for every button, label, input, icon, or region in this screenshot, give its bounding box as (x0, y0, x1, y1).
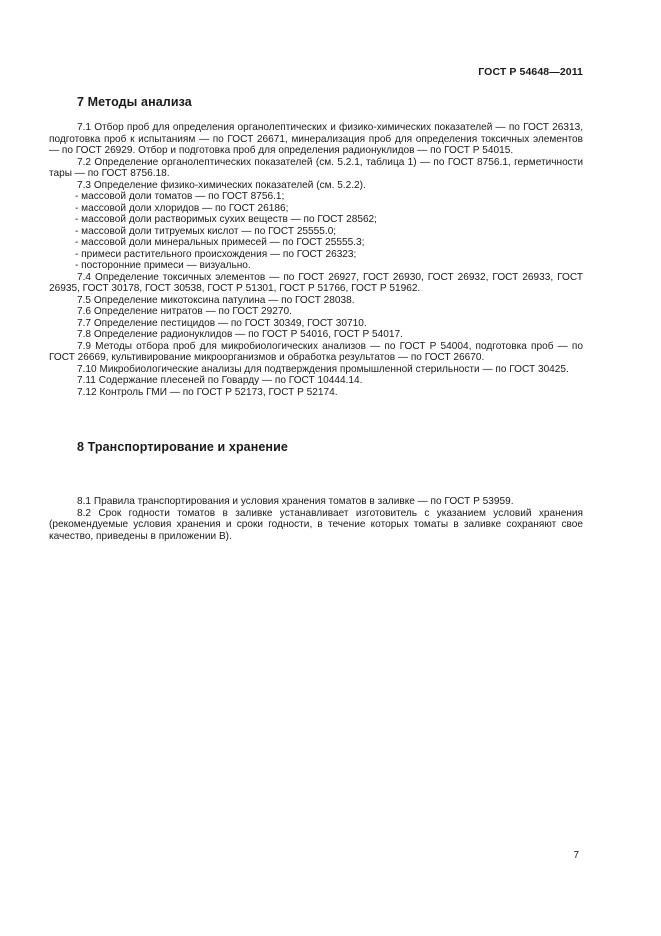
list-item: - массовой доли растворимых сухих веществ — по ГОСТ 28562; (75, 214, 377, 225)
paragraph-7-11: 7.11 Содержание плесеней по Говарду — по ГОСТ 10444.14. (77, 375, 363, 386)
paragraph-7-5: 7.5 Определение микотоксина патулина — по ГОСТ 28038. (77, 294, 355, 306)
paragraph-8-1: 8.1 Правила транспортирования и условия хранения томатов в заливке — по ГОСТ Р 53959. (77, 496, 514, 507)
paragraph-7-10: 7.10 Микробиологические анализы для подтверждения промышленной стерильности — по ГОСТ 30425. (77, 363, 569, 375)
page-number: 7 (573, 850, 579, 861)
paragraph-7-6: 7.6 Определение нитратов — по ГОСТ 29270. (77, 306, 292, 317)
list-item: - примеси растительного происхождения — по ГОСТ 26323; (75, 248, 357, 260)
section-7-body (49, 122, 583, 398)
list-item: - массовой доли томатов — по ГОСТ 8756.1; (75, 191, 285, 202)
section-8-body (49, 496, 583, 542)
list-item: - посторонние примеси — визуально. (75, 260, 251, 271)
standard-header: ГОСТ Р 54648—2011 (478, 66, 583, 78)
paragraph-7-3: 7.3 Определение физико-химических показателей (см. 5.2.2). (77, 179, 366, 191)
list-item: - массовой доли титруемых кислот — по ГОСТ 25555.0; (75, 225, 337, 237)
paragraph-7-4: 7.4 Определение токсичных элементов — по ГОСТ 26927, ГОСТ 26930, ГОСТ 26932, ГОСТ 26933, ГОСТ 26935, ГОСТ 30178, ГОСТ 30538, ГОСТ Р 51301, ГОСТ Р 51766, ГОСТ Р 51962. (49, 271, 583, 294)
list-item: - массовой доли хлоридов — по ГОСТ 26186; (75, 202, 289, 214)
paragraph-8-2: 8.2 Срок годности томатов в заливке устанавливает изготовитель с указанием условий хранения (рекомендуемые условия хранения и сроки годности, в течение которых томаты в заливке сохраняют свое качество, приведены в приложении В). (49, 507, 583, 542)
paragraph-7-7: 7.7 Определение пестицидов — по ГОСТ 30349, ГОСТ 30710. (77, 317, 367, 329)
list-item: - массовой доли минеральных примесей — по ГОСТ 25555.3; (75, 237, 365, 248)
section-8-title: 8 Транспортирование и хранение (77, 440, 288, 454)
paragraph-7-2: 7.2 Определение органолептических показателей (см. 5.2.1, таблица 1) — по ГОСТ 8756.1, герметичности тары — по ГОСТ 8756.18. (49, 156, 583, 179)
section-7-title: 7 Методы анализа (77, 95, 192, 109)
paragraph-7-9: 7.9 Методы отбора проб для микробиологических анализов — по ГОСТ Р 54004, подготовка проб — по ГОСТ 26669, культивирование микроорганизмов и обработка результатов — по ГОСТ 26670. (49, 340, 583, 363)
paragraph-7-8: 7.8 Определение радионуклидов — по ГОСТ Р 54016, ГОСТ Р 54017. (77, 329, 403, 340)
paragraph-7-1: 7.1 Отбор проб для определения органолептических и физико-химических показателей — по ГОСТ 26313, подготовка проб к испытаниям — по ГОСТ 26671, минерализация проб для определения токсичных элементов — по ГОСТ 26929. Отбор и подготовка проб для определения радионуклидов — по ГОСТ Р 54015. (49, 122, 583, 156)
paragraph-7-12: 7.12 Контроль ГМИ — по ГОСТ Р 52173, ГОСТ Р 52174. (77, 386, 338, 398)
